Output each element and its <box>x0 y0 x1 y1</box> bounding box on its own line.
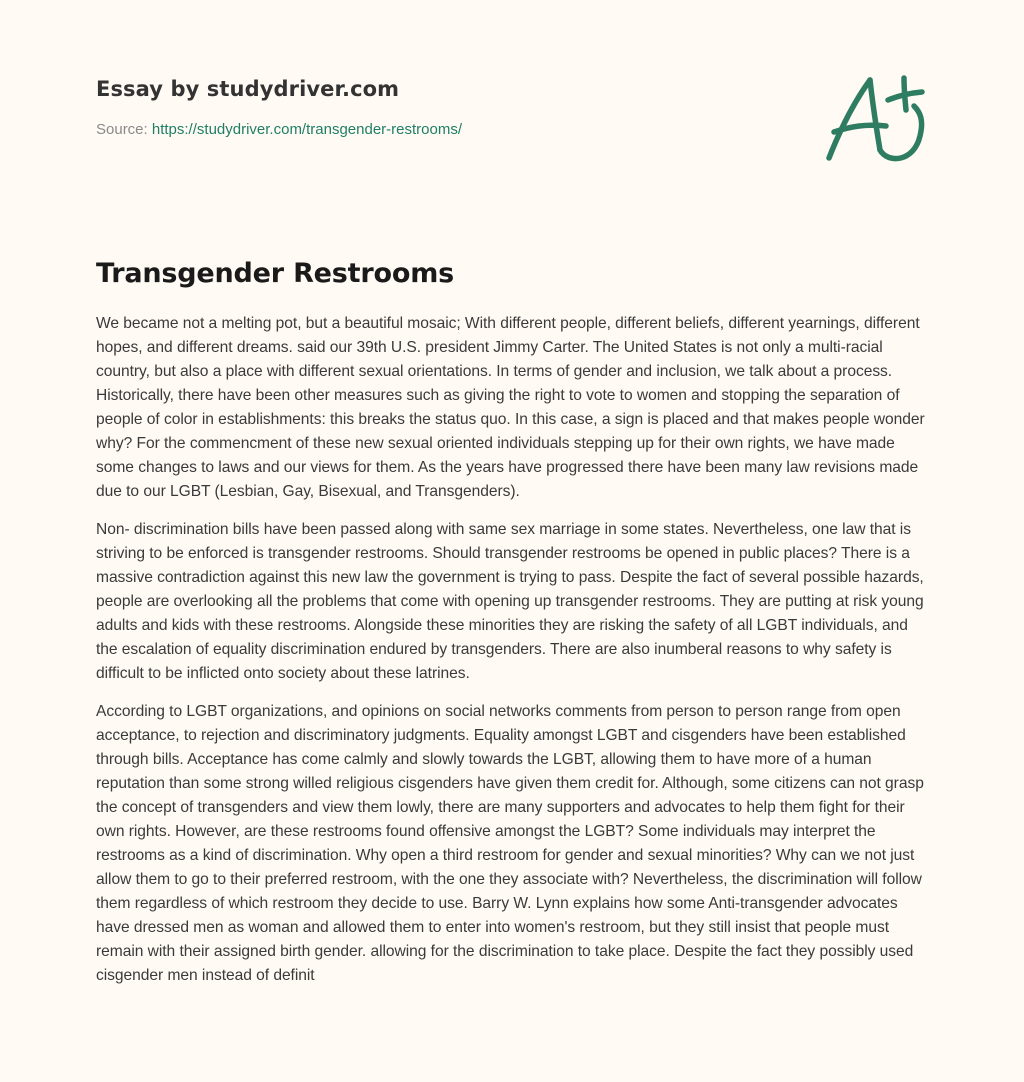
essay-paragraph: We became not a melting pot, but a beautiful mosaic; With different people, different beliefs, different yearnings, different hopes, and different dreams. said our 39th U.S. president Jimmy Carter. The United States is not only a multi-racial country, but also a place with different sexual orientations. In terms of gender and inclusion, we talk about a process. Historically, there have been other measures such as giving the right to vote to women and stopping the separation of people of color in establishments: this breaks the status quo. In this case, a sign is placed and that makes people wonder why? For the commencment of these new sexual oriented individuals stepping up for their own rights, we have made some changes to laws and our views for them. As the years have progressed there have been many law revisions made due to our LGBT (Lesbian, Gay, Bisexual, and Transgenders). <box>96 315 925 500</box>
site-brand: Essay by studydriver.com <box>96 77 400 101</box>
source-link[interactable]: https://studydriver.com/transgender-restrooms/ <box>151 121 462 138</box>
source-line <box>96 120 796 140</box>
a-plus-grade-icon <box>818 64 938 174</box>
essay-title: Transgender Restrooms <box>96 258 454 289</box>
essay-body <box>96 312 928 1002</box>
essay-paragraph: According to LGBT organizations, and opinions on social networks comments from person to person range from open acceptance, to rejection and discriminatory judgments. Equality amongst LGBT and cisgenders have been established through bills. Acceptance has come calmly and slowly towards the LGBT, allowing them to have more of a human reputation than some strong willed religious cisgenders have given them credit for. Although, some citizens can not grasp the concept of transgenders and view them lowly, there are many supporters and advocates to help them fight for their own rights. However, are these restrooms found offensive amongst the LGBT? Some individuals may interpret the restrooms as a kind of discrimination. Why open a third restroom for gender and sexual minorities? Why can we not just allow them to go to their preferred restroom, with the one they associate with? Nevertheless, the discrimination will follow them regardless of which restroom they decide to use. Barry W. Lynn explains how some Anti-transgender advocates have dressed men as woman and allowed them to enter into women's restroom, but they still insist that people must remain with their assigned birth gender. allowing for the discrimination to take place. Despite the fact they possibly used cisgender men instead of definit <box>96 703 924 984</box>
source-label: Source: <box>96 121 152 138</box>
essay-header <box>96 74 796 140</box>
essay-paragraph: Non- discrimination bills have been passed along with same sex marriage in some states. Nevertheless, one law that is striving to be enforced is transgender restrooms. Should transgender restrooms be opened in public places? There is a massive contradiction against this new law the government is trying to pass. Despite the fact of several possible hazards, people are overlooking all the problems that come with opening up transgender restrooms. They are putting at risk young adults and kids with these restrooms. Alongside these minorities they are risking the safety of all LGBT individuals, and the escalation of equality discrimination endured by transgenders. There are also inumberal reasons to why safety is difficult to be inflicted onto society about these latrines. <box>96 521 924 682</box>
